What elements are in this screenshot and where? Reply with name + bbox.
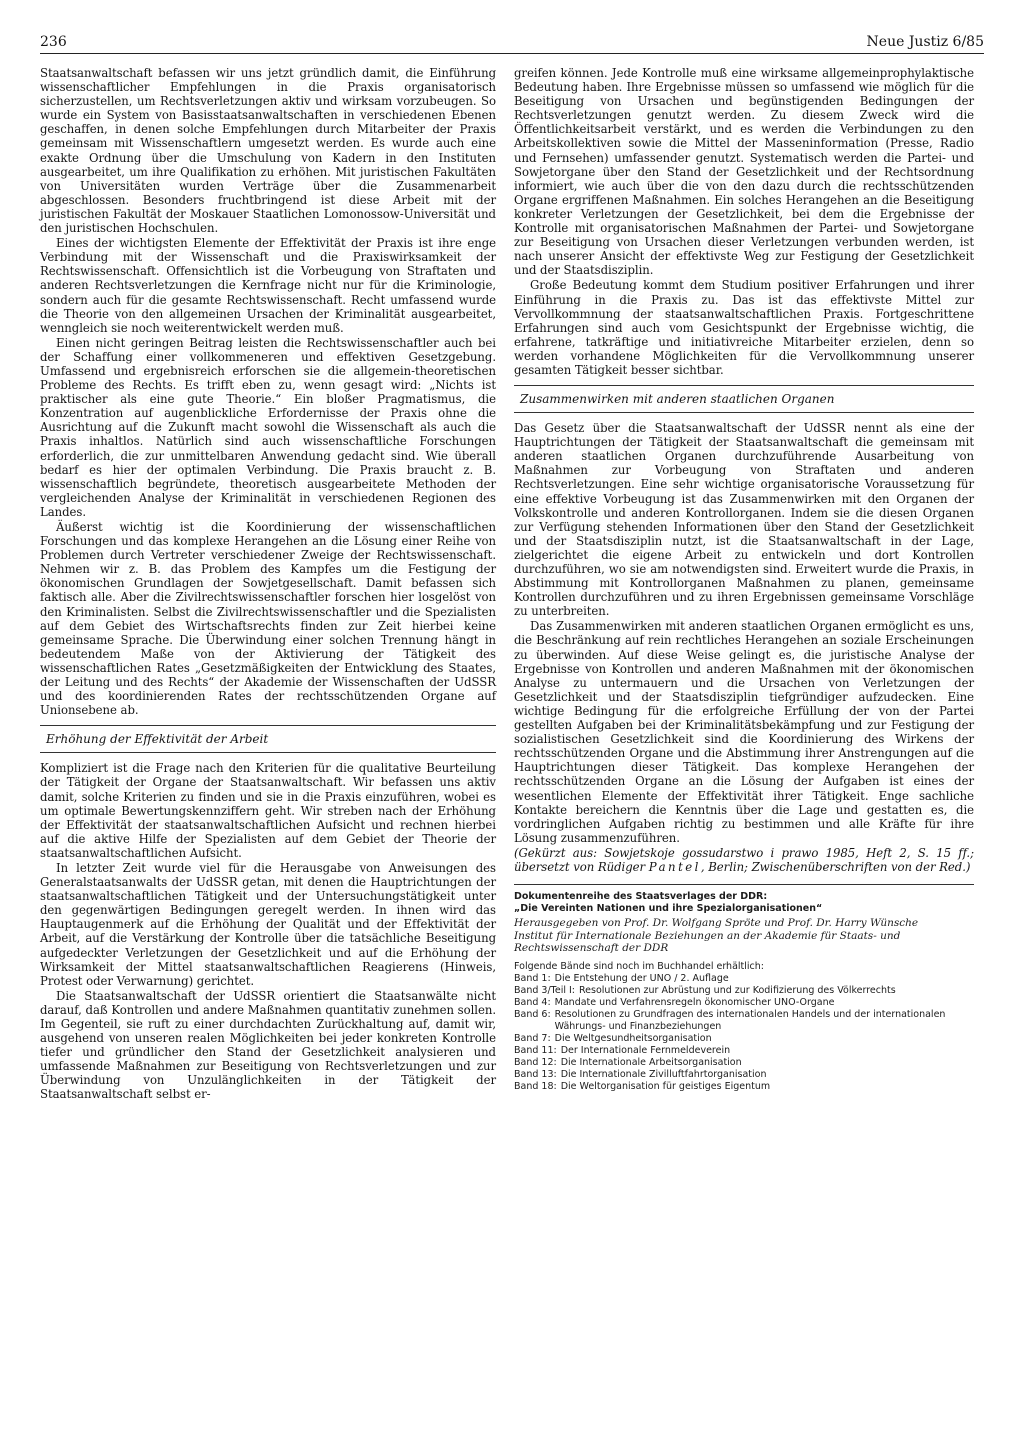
volume-item bbox=[514, 1009, 974, 1033]
volume-title: Die Weltorganisation für geistiges Eigentum bbox=[560, 1080, 771, 1092]
volume-label: Band 6: bbox=[514, 1008, 551, 1020]
volume-title: Resolutionen zur Abrüstung und zur Kodifizierung des Völkerrechts bbox=[579, 984, 896, 996]
volume-title: Die Weltgesundheitsorganisation bbox=[554, 1032, 712, 1044]
page-number: 236 bbox=[40, 34, 67, 50]
volume-title: Die Internationale Arbeitsorganisation bbox=[560, 1056, 742, 1068]
source-note bbox=[514, 846, 974, 874]
source-suffix: , Berlin; Zwischenüberschriften von der Red.) bbox=[700, 859, 971, 874]
volume-title: Die Entstehung der UNO / 2. Auflage bbox=[554, 972, 729, 984]
volume-item bbox=[514, 985, 974, 997]
paragraph: Eines der wichtigsten Elemente der Effektivität der Praxis ist ihre enge Verbindung mit der Wissenschaft und die Praxiswirksamkeit der Rechtswissenschaft. Offensichtlich ist die Vorbeugung von Straftaten und anderen Rechtsverletzungen die Kernfrage nicht nur für die Kriminologie, sondern auch für die gesamte Rechtswissenschaft. Recht umfassend wurde die Theorie von den allgemeinen Ursachen der Kriminalität ausgearbeitet, wenngleich sie noch weiterentwickelt werden muß. bbox=[40, 236, 496, 335]
publisher-advertisement bbox=[514, 884, 974, 1093]
volume-label: Band 3/Teil I: bbox=[514, 984, 575, 996]
section-heading: Zusammenwirken mit anderen staatlichen Organen bbox=[514, 385, 974, 413]
volume-label: Band 11: bbox=[514, 1044, 557, 1056]
volume-list bbox=[514, 973, 974, 1093]
right-column bbox=[514, 66, 974, 1093]
volume-title: Die Internationale Zivilluftfahrtorganisation bbox=[560, 1068, 767, 1080]
left-column bbox=[40, 66, 496, 1102]
volume-item bbox=[514, 1045, 974, 1057]
volume-label: Band 13: bbox=[514, 1068, 557, 1080]
volume-item bbox=[514, 1057, 974, 1069]
volume-item bbox=[514, 1069, 974, 1081]
paragraph: Das Gesetz über die Staatsanwaltschaft der UdSSR nennt als eine der Hauptrichtungen der Tätigkeit der Staatsanwaltschaft die gemeinsam mit anderen staatlichen Organen durchzuführende Ausarbeitung von Maßnahmen zur Vorbeugung von Straftaten und anderen Rechtsverletzungen. Eine sehr wichtige organisatorische Voraussetzung für eine effektive Vorbeugung ist das Zusammenwirken mit den Organen der Volkskontrolle und anderen Kontrollorganen. Indem sie die diesen Organen zur Verfügung stehenden Informationen über den Stand der Gesetzlichkeit und der Staatsdisziplin nutzt, ist die Staatsanwaltschaft in der Lage, zielgerichtet die eigene Arbeit zu entwickeln und dort Kontrollen durchzuführen, wo sie am notwendigsten sind. Erweitert wurde die Praxis, in Abstimmung mit Kontrollorganen Maßnahmen zu planen, gemeinsame Kontrollen durchzuführen und zu ihren Ergebnissen gemeinsame Vorschläge zu unterbreiten. bbox=[514, 421, 974, 619]
paragraph: Kompliziert ist die Frage nach den Kriterien für die qualitative Beurteilung der Tätigkeit der Organe der Staatsanwaltschaft. Wir befassen uns aktiv damit, solche Kriterien zu finden und sie in die Praxis einzuführen, wobei es um optimale Bewertungskennziffern geht. Wir streben nach der Erhöhung der Effektivität der staatsanwaltschaftlichen Aufsicht und rechnen hierbei auf die aktive Hilfe der Spezialisten auf dem Gebiet der Theorie der staatsanwaltschaftlichen Aufsicht. bbox=[40, 761, 496, 860]
section-heading: Erhöhung der Effektivität der Arbeit bbox=[40, 725, 496, 753]
volume-item bbox=[514, 1033, 974, 1045]
volume-title: Resolutionen zu Grundfragen des internationalen Handels und der internationalen Währungs- und Finanzbeziehungen bbox=[554, 1008, 946, 1032]
volume-item bbox=[514, 1081, 974, 1093]
paragraph: Einen nicht geringen Beitrag leisten die Rechtswissenschaftler auch bei der Schaffung einer vollkommeneren und effektiven Gesetzgebung. Umfassend und ergebnisreich erforschen sie die allgemein-theoretischen Probleme des Rechts. Es trifft eben zu, wenn gesagt wird: „Nichts ist praktischer als eine gute Theorie.“ Ein bloßer Pragmatismus, die Konzentration auf augenblickliche Erfordernisse der Praxis ohne die Ausrichtung auf die Zukunft macht sowohl die Wissenschaft als auch die Praxis inhaltlos. Natürlich sind auch wissenschaftliche Forschungen erforderlich, die zur unmittelbaren Anwendung gedacht sind. Wie überall bedarf es hier der optimalen Verbindung. Die Praxis braucht z. B. wissenschaftlich begründete, theoretisch ausgearbeitete Methoden der vergleichenden Analyse der Kriminalität in verschiedenen Regionen des Landes. bbox=[40, 335, 496, 519]
source-prefix: (Gekürzt aus: Sowjetskoje gossudarstwo i prawo 1985, Heft 2, S. 15 ff.; übersetzt von Rüdiger bbox=[514, 845, 974, 874]
volume-title: Der Internationale Fernmeldeverein bbox=[560, 1044, 731, 1056]
availability-note: Folgende Bände sind noch im Buchhandel erhältlich: bbox=[514, 960, 764, 972]
volume-label: Band 18: bbox=[514, 1080, 557, 1092]
paragraph: greifen können. Jede Kontrolle muß eine wirksame allgemeinprophylaktische Bedeutung haben. Ihre Ergebnisse müssen so umfassend wie möglich für die Beseitigung von Ursachen und begünstigenden Bedingungen der Rechtsverletzungen genutzt werden. Zu diesem Zweck wird die Öffentlichkeitsarbeit verstärkt, und es werden die Verbindungen zu den Arbeitskollektiven sowie die Mittel der Masseninformation (Presse, Radio und Fernsehen) umfassender genutzt. Systematisch werden die Partei- und Sowjetorgane über den Stand der Gesetzlichkeit und der Rechtsordnung informiert, wie auch über die von den dazu durch die rechtsschützenden Organe ergriffenen Maßnahmen. Ein solches Herangehen an die Beseitigung konkreter Verletzungen der Gesetzlichkeit, bei dem die Ergebnisse der Kontrolle mit organisatorischen Maßnahmen der Partei- und Sowjetorgane zur Beseitigung von Ursachen dieser Verletzungen verbunden werden, ist nach unserer Ansicht der effektivste Weg zur Festigung der Gesetzlichkeit und der Staatsdisziplin. bbox=[514, 66, 974, 278]
volume-label: Band 12: bbox=[514, 1056, 557, 1068]
volume-label: Band 4: bbox=[514, 996, 551, 1008]
volume-title: Mandate und Verfahrensregeln ökonomischer UNO-Organe bbox=[554, 996, 835, 1008]
paragraph: Das Zusammenwirken mit anderen staatlichen Organen ermöglicht es uns, die Beschränkung auf rein rechtliches Herangehen an soziale Erscheinungen zu überwinden. Auf diese Weise gelingt es, die juristische Analyse der Ergebnisse von Kontrollen und anderen Maßnahmen mit der ökonomischen Analyse zu untermauern und die Ursachen von Verletzungen der Gesetzlichkeit und der Staatsdisziplin tiefgründiger aufzudecken. Eine wichtige Bedingung für die erfolgreiche Erfüllung der von der Partei gestellten Aufgaben bei der Kriminalitätsbekämpfung und zur Festigung der sozialistischen Gesetzlichkeit sind die Koordinierung des Wirkens der rechtsschützenden Organe und die Abstimmung ihrer Anstrengungen auf die Hauptrichtungen dieser Tätigkeit. Das komplexe Herangehen der rechtsschützenden Organe an die Lösung der Aufgaben ist eines der wesentlichen Elemente der Effektivität ihrer Tätigkeit. Enge sachliche Kontakte bereichern die Kenntnis über die Lage und gestatten es, die vordringlichen Aufgaben richtig zu bestimmen und alle Kräfte für ihre Lösung zusammenzuführen. bbox=[514, 619, 974, 845]
institute: Institut für Internationale Beziehungen an der Akademie für Staats- und Rechtswissenschaft der DDR bbox=[514, 929, 901, 955]
series-title: „Die Vereinten Nationen und ihre Spezialorganisationen“ bbox=[514, 903, 823, 915]
journal-issue: Neue Justiz 6/85 bbox=[866, 34, 984, 50]
paragraph: Staatsanwaltschaft befassen wir uns jetzt gründlich damit, die Einführung wissenschaftlicher Empfehlungen in die Praxis organisatorisch sicherzustellen, um Rechtsverletzungen aktiv und wirksam vorzubeugen. So wurde ein System von Basisstaatsanwaltschaften in verschiedenen Ebenen geschaffen, in denen solche Empfehlungen durch Mitarbeiter der Praxis gemeinsam mit Wissenschaftlern umgesetzt werden. Es wurde auch eine exakte Ordnung über die Umschulung von Kadern in den Instituten ausgearbeitet, um ihre Qualifikation zu erhöhen. Mit juristischen Fakultäten von Universitäten wurden Verträge über die Zusammenarbeit abgeschlossen. Besonders fruchtbringend ist diese Arbeit mit der juristischen Fakultät der Moskauer Staatlichen Lomonossow-Universität und den juristischen Hochschulen. bbox=[40, 66, 496, 236]
paragraph: Die Staatsanwaltschaft der UdSSR orientiert die Staatsanwälte nicht darauf, daß Kontrollen und andere Maßnahmen quantitativ zunehmen sollen. Im Gegenteil, sie ruft zu einer durchdachten Zurückhaltung auf, damit wir, ausgehend von unseren realen Möglichkeiten bei jeder konkreten Kontrolle tiefer und gründlicher den Stand der Gesetzlichkeit analysieren und umfassende Maßnahmen zur Beseitigung von Rechtsverletzungen und zur Überwindung von Unzulänglichkeiten in der Tätigkeit der Staatsanwaltschaft selbst er- bbox=[40, 988, 496, 1102]
header-rule bbox=[40, 53, 984, 54]
volume-label: Band 7: bbox=[514, 1032, 551, 1044]
volume-item bbox=[514, 973, 974, 985]
volume-item bbox=[514, 997, 974, 1009]
paragraph: Äußerst wichtig ist die Koordinierung der wissenschaftlichen Forschungen und das komplexe Herangehen an die Lösung einer Reihe von Problemen durch Vertreter verschiedener Zweige der Rechtswissenschaft. Nehmen wir z. B. das Problem des Kampfes um die Festigung der ökonomischen Grundlagen der Sowjetgesellschaft. Damit befassen sich faktisch alle. Aber die Zivilrechtswissenschaftler forschen hier losgelöst von den Kriminalisten. Selbst die Zivilrechtswissenschaftler und die Spezialisten auf dem Gebiet des Wirtschaftsrechts finden zur Zeit hierbei keine gemeinsame Sprache. Die Überwindung einer solchen Trennung hängt in bedeutendem Maße von der Aktivierung der Tätigkeit des wissenschaftlichen Rates „Gesetzmäßigkeiten der Entwicklung des Staates, der Leitung und des Rechts“ der Akademie der Wissenschaften der UdSSR und des koordinierenden Rates der rechtsschützenden Organe auf Unionsebene ab. bbox=[40, 520, 496, 718]
paragraph: Große Bedeutung kommt dem Studium positiver Erfahrungen und ihrer Einführung in die Praxis zu. Das ist das effektivste Mittel zur Vervollkommnung der staatsanwaltschaftlichen Praxis. Fortgeschrittene Erfahrungen sind auch vom Gesichtspunkt der Ergebnisse wichtig, die erfahrene, tatkräftige und initiativreiche Mitarbeiter erzielen, denn so werden vorhandene Möglichkeiten für die Vervollkommnung unserer gesamten Tätigkeit besser sichtbar. bbox=[514, 278, 974, 377]
page-header bbox=[40, 30, 984, 52]
paragraph: In letzter Zeit wurde viel für die Herausgabe von Anweisungen des Generalstaatsanwalts der UdSSR getan, mit denen die Hauptrichtungen der staatsanwaltschaftlichen Tätigkeit und der Untersuchungstätigkeit unter den gegenwärtigen Bedingungen geregelt werden. In ihnen wird das Hauptaugenmerk auf die Erhöhung der Qualität und der Effektivität der Arbeit, auf die Verstärkung der Kontrolle über die tatsächliche Beseitigung aufgedeckter Verletzungen der Gesetzlichkeit und auf die Erhöhung der Wirksamkeit der Mittel staatsanwaltschaftlichen Reagierens (Hinweis, Protest oder Verwarnung) gerichtet. bbox=[40, 860, 496, 988]
editors: Herausgegeben von Prof. Dr. Wolfgang Spröte und Prof. Dr. Harry Wünsche bbox=[514, 917, 919, 930]
translator-name: Pantel bbox=[648, 859, 701, 874]
series-name: Dokumentenreihe des Staatsverlages der DDR: bbox=[514, 891, 768, 903]
volume-label: Band 1: bbox=[514, 972, 551, 984]
